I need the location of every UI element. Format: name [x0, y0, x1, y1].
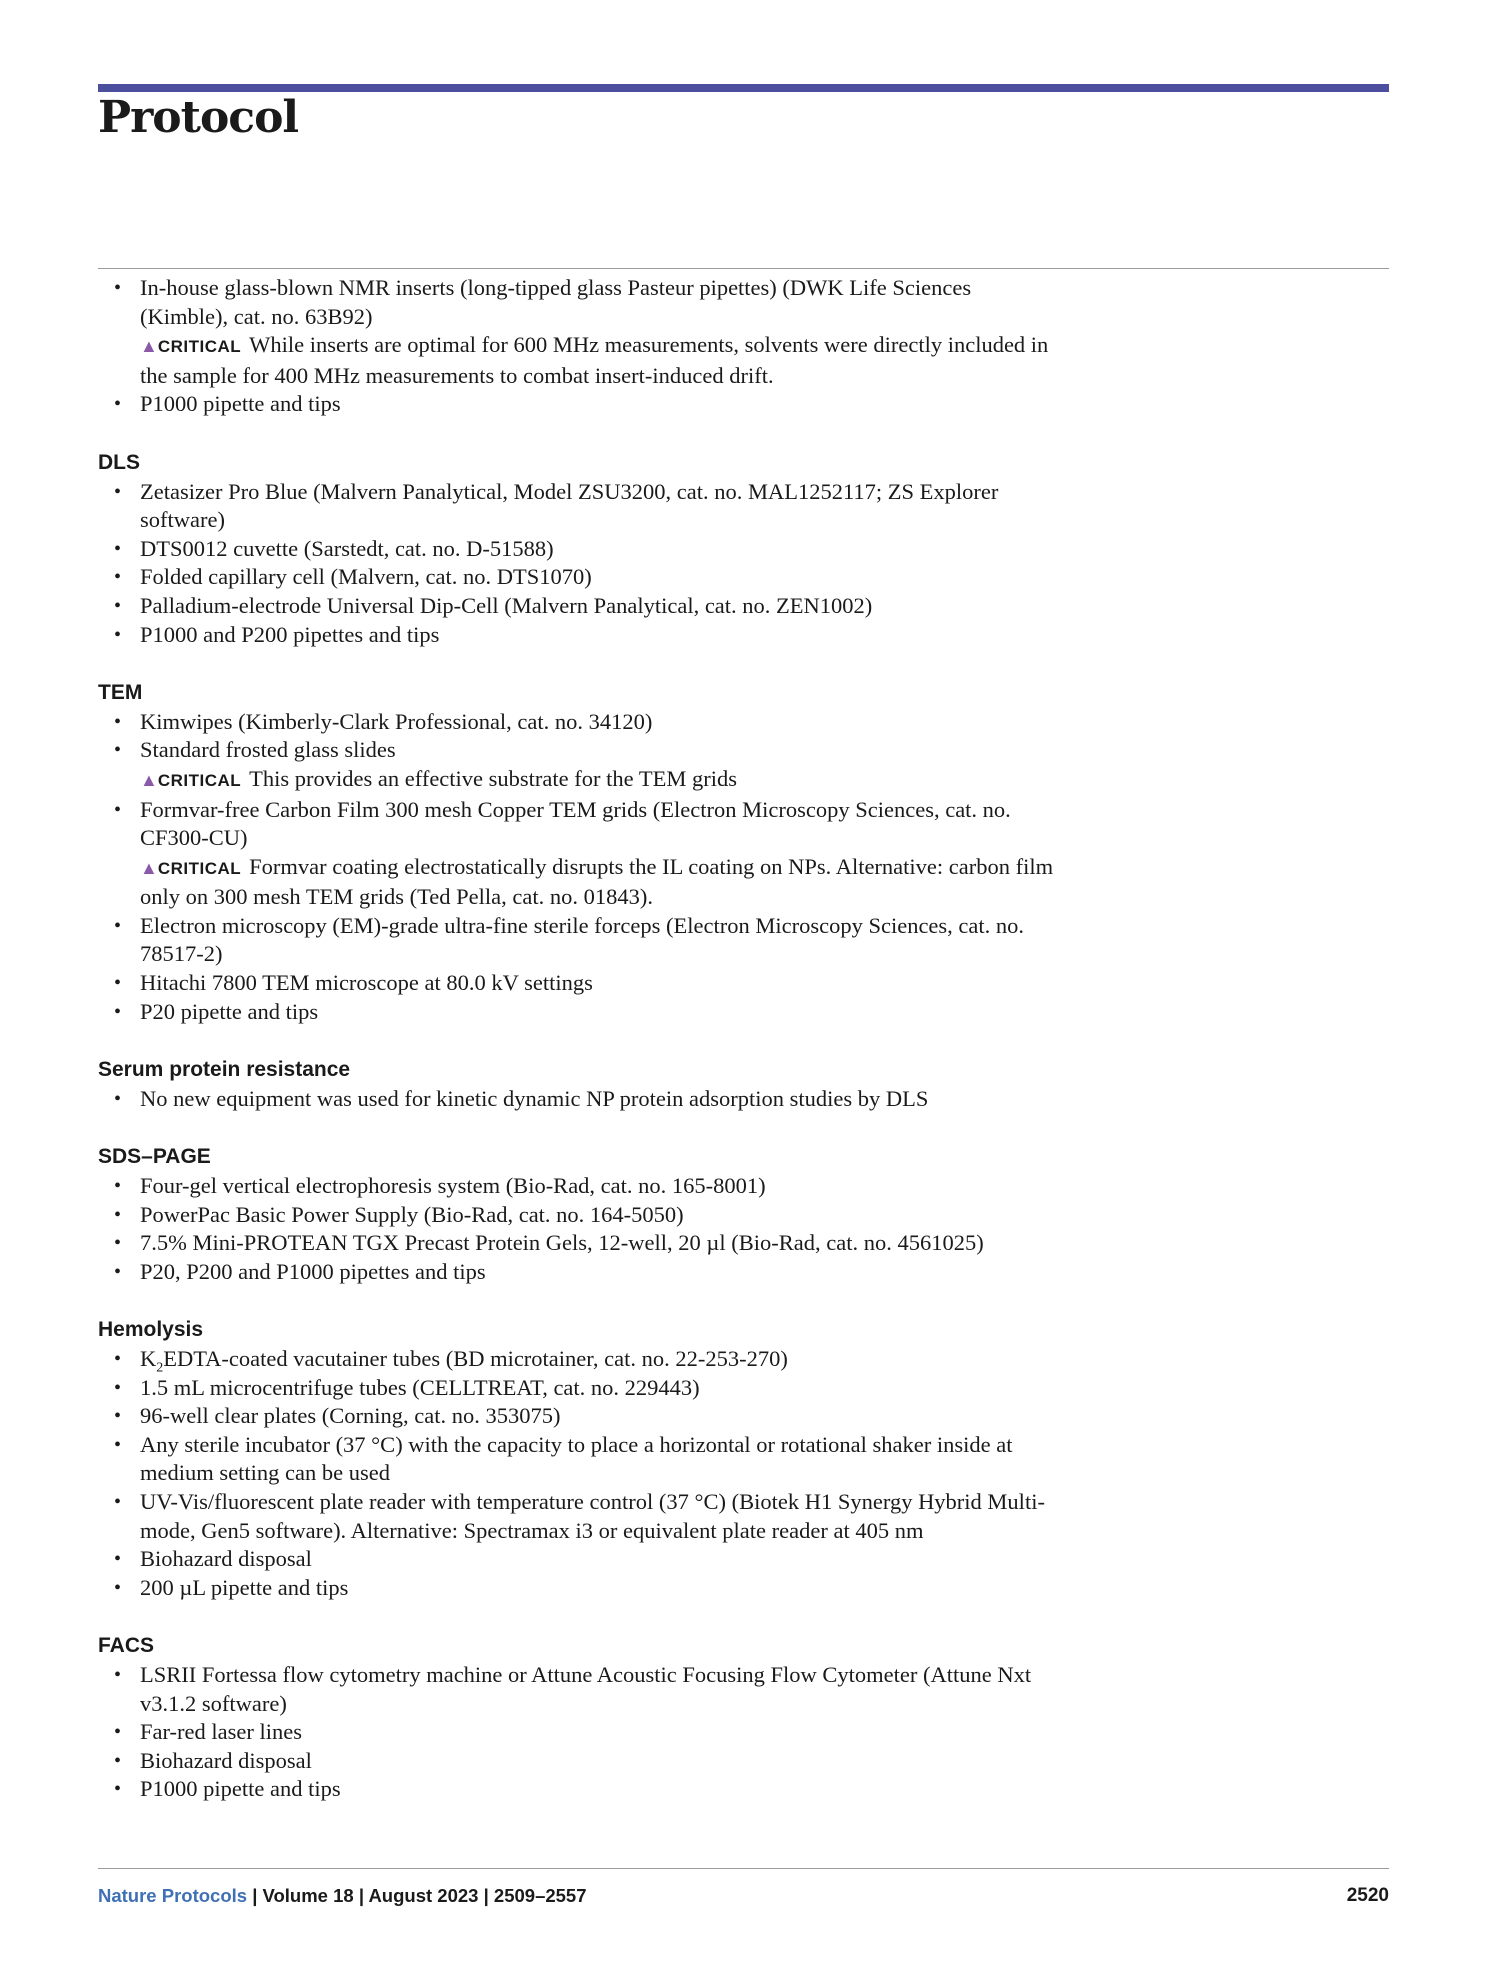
item-text: Standard frosted glass slides — [140, 737, 396, 763]
section-heading: DLS — [98, 450, 140, 474]
critical-text: This provides an effective substrate for the TEM grids — [249, 765, 737, 791]
section-facs — [98, 1632, 1058, 1804]
list-item: • PowerPac Basic Power Supply (Bio-Rad, cat. no. 164-5050) — [98, 1201, 1058, 1230]
list-item: • LSRII Fortessa flow cytometry machine or Attune Acoustic Focusing Flow Cytometer (Attune Nxt v3.1.2 software) — [98, 1661, 1058, 1718]
k2-subscript: 2 — [156, 1360, 164, 1376]
section-heading: SDS–PAGE — [98, 1145, 211, 1169]
list-item: • Zetasizer Pro Blue (Malvern Panalytical, Model ZSU3200, cat. no. MAL1252117; ZS Explorer software) — [98, 478, 1058, 535]
list-item: • P1000 pipette and tips — [98, 390, 1058, 419]
page-title: Protocol — [98, 92, 299, 143]
list-item: • DTS0012 cuvette (Sarstedt, cat. no. D-51588) — [98, 535, 1058, 564]
section-sds-page — [98, 1143, 1058, 1286]
page-number: 2520 — [1346, 1885, 1389, 1906]
journal-name: Nature Protocols — [98, 1885, 248, 1906]
warning-triangle-icon: ▲ — [140, 769, 158, 790]
list-item: • No new equipment was used for kinetic dynamic NP protein adsorption studies by DLS — [98, 1085, 1040, 1114]
list-item: • Folded capillary cell (Malvern, cat. no. DTS1070) — [98, 563, 1058, 592]
list-item — [98, 1345, 1058, 1374]
list-item — [98, 736, 1058, 795]
list-item: • P1000 pipette and tips — [98, 1775, 1058, 1804]
section-dls — [98, 449, 1058, 649]
critical-text: Formvar coating electrostatically disrupts the IL coating on NPs. Alternative: carbon film only on 300 mesh TEM grids (Ted Pella, cat. no. 01843). — [140, 853, 1054, 910]
critical-label: CRITICAL — [157, 770, 242, 790]
critical-note — [140, 765, 1058, 796]
warning-triangle-icon: ▲ — [140, 857, 158, 878]
header-rule — [98, 84, 1389, 92]
list-item: • Any sterile incubator (37 °C) with the capacity to place a horizontal or rotational shaker inside at medium setting can be used — [98, 1431, 1058, 1488]
list-item: • P20, P200 and P1000 pipettes and tips — [98, 1258, 1058, 1287]
list-item: • 1.5 mL microcentrifuge tubes (CELLTREAT, cat. no. 229443) — [98, 1374, 1058, 1403]
list-item: • 200 µL pipette and tips — [98, 1574, 1058, 1603]
critical-note — [140, 853, 1058, 912]
list-item: • Far-red laser lines — [98, 1718, 1058, 1747]
issue-info: | Volume 18 | August 2023 | 2509–2557 — [247, 1885, 587, 1906]
k2-k: K — [140, 1346, 157, 1371]
list-item: • Palladium-electrode Universal Dip-Cell (Malvern Panalytical, cat. no. ZEN1002) — [98, 592, 1058, 621]
list-item: • UV-Vis/fluorescent plate reader with temperature control (37 °C) (Biotek H1 Synergy Hybrid Multi-mode, Gen5 software). Alternative: Spectramax i3 or equivalent plate reader at 405 nm — [98, 1488, 1058, 1545]
list-item: • Kimwipes (Kimberly-Clark Professional, cat. no. 34120) — [98, 708, 1058, 737]
list-item: • 96-well clear plates (Corning, cat. no. 353075) — [98, 1402, 1058, 1431]
equipment-list — [98, 274, 1058, 1804]
footer-rule — [98, 1868, 1389, 1869]
list-item: • Four-gel vertical electrophoresis system (Bio-Rad, cat. no. 165-8001) — [98, 1172, 1058, 1201]
critical-text: While inserts are optimal for 600 MHz measurements, solvents were directly included in the sample for 400 MHz measurements to combat insert-induced drift. — [140, 332, 1049, 388]
section-heading: Hemolysis — [98, 1318, 204, 1342]
warning-triangle-icon: ▲ — [140, 336, 158, 357]
section-heading: FACS — [98, 1634, 155, 1658]
critical-note — [140, 331, 1058, 390]
list-item: • Biohazard disposal — [98, 1545, 1058, 1574]
section-heading: Serum protein resistance — [98, 1058, 351, 1082]
section-nmr — [98, 274, 1058, 419]
list-item — [98, 796, 1058, 912]
list-item: • P20 pipette and tips — [98, 998, 1058, 1027]
list-item: • 7.5% Mini-PROTEAN TGX Precast Protein Gels, 12-well, 20 µl (Bio-Rad, cat. no. 4561025) — [98, 1229, 1058, 1258]
item-text: In-house glass-blown NMR inserts (long-tipped glass Pasteur pipettes) (DWK Life Sciences (Kimble), cat. no. 63B92) — [140, 275, 972, 329]
list-item: • Electron microscopy (EM)-grade ultra-fine sterile forceps (Electron Microscopy Sciences, cat. no. 78517-2) — [98, 912, 1058, 969]
section-divider — [98, 268, 1389, 269]
section-tem — [98, 679, 1058, 1026]
k2-text: EDTA-coated vacutainer tubes (BD microtainer, cat. no. 22-253-270) — [163, 1346, 788, 1371]
footer — [98, 1885, 587, 1907]
item-text: Formvar-free Carbon Film 300 mesh Copper TEM grids (Electron Microscopy Sciences, cat. no. CF300-CU) — [140, 796, 1011, 851]
list-item: • Biohazard disposal — [98, 1747, 1058, 1776]
section-hemolysis — [98, 1316, 1058, 1602]
critical-label: CRITICAL — [157, 858, 242, 878]
list-item: • P1000 and P200 pipettes and tips — [98, 621, 1058, 650]
list-item — [98, 274, 1058, 390]
list-item: • Hitachi 7800 TEM microscope at 80.0 kV settings — [98, 969, 1058, 998]
section-serum — [98, 1056, 1058, 1113]
critical-label: CRITICAL — [157, 337, 242, 357]
section-heading: TEM — [98, 681, 143, 705]
